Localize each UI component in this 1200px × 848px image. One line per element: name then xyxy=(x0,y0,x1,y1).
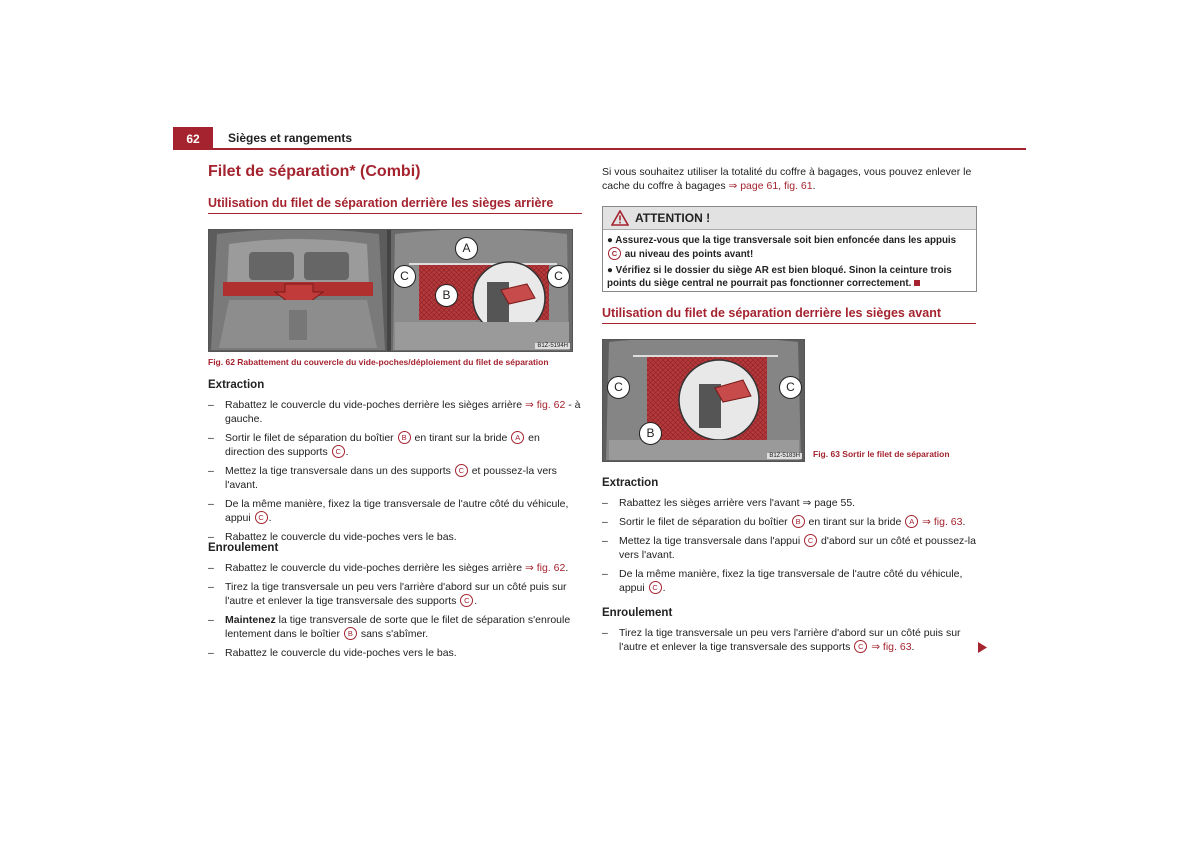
label-a-icon: A xyxy=(511,431,524,444)
list-item: – Rabattez le couvercle du vide-poches derrière les sièges arrière ⇒ fig. 62. xyxy=(208,561,582,575)
fig-link[interactable]: ⇒ fig. 63 xyxy=(871,641,912,653)
list-item: – Rabattez le couvercle du vide-poches derrière les sièges arrière ⇒ fig. 62 - à gauche. xyxy=(208,398,582,426)
header-rule xyxy=(173,148,1026,150)
warning-box xyxy=(602,206,977,292)
callout-c-right: C xyxy=(547,265,570,288)
page-title: Filet de séparation* (Combi) xyxy=(208,163,421,180)
label-c-icon: C xyxy=(608,247,621,260)
figure-code: B1Z-5183H xyxy=(769,453,800,459)
right-enroulement-heading: Enroulement xyxy=(602,607,673,619)
warning-header xyxy=(603,207,976,230)
label-c-icon: C xyxy=(854,640,867,653)
left-enroulement-list xyxy=(208,561,582,665)
list-item: – Rabattez le couvercle du vide-poches vers le bas. xyxy=(208,646,582,660)
list-item: – Tirez la tige transversale un peu vers l'arrière d'abord sur un côté puis sur l'autre et enlever la tige transversale des supports C . xyxy=(208,580,582,608)
label-b-icon: B xyxy=(398,431,411,444)
label-c-icon: C xyxy=(804,534,817,547)
warning-title: ATTENTION ! xyxy=(635,211,711,225)
figure-62-illustration xyxy=(209,230,572,351)
left-subheading: Utilisation du filet de séparation derrière les sièges arrière xyxy=(208,196,582,214)
list-item: – Maintenez la tige transversale de sorte que le filet de séparation s'enroule lentement dans le boîtier B sans s'abîmer. xyxy=(208,613,582,641)
list-item: – Sortir le filet de séparation du boîtier B en tirant sur la bride A en direction des supports C . xyxy=(208,431,582,459)
list-item: – Mettez la tige transversale dans l'appui C d'abord sur un côté et poussez-la vers l'avant. xyxy=(602,534,976,562)
next-page-arrow-icon xyxy=(978,642,987,653)
left-enroulement-heading: Enroulement xyxy=(208,542,279,554)
callout-b: B xyxy=(435,284,458,307)
figure-63-illustration xyxy=(603,340,804,461)
list-item: – Sortir le filet de séparation du boîtier B en tirant sur la bride A ⇒ fig. 63. xyxy=(602,515,976,529)
label-c-icon: C xyxy=(649,581,662,594)
warning-item: ● Vérifiez si le dossier du siège AR est bien bloqué. Sinon la ceinture trois points du siège central ne pourrait pas fonctionner correctement. xyxy=(607,265,952,289)
left-extraction-heading: Extraction xyxy=(208,379,265,391)
label-c-icon: C xyxy=(455,464,468,477)
label-c-icon: C xyxy=(460,594,473,607)
end-square-icon xyxy=(914,280,920,286)
label-b-icon: B xyxy=(792,515,805,528)
figure-62-caption: Fig. 62 Rabattement du couvercle du vide-poches/déploiement du filet de séparation xyxy=(208,357,549,367)
figure-63 xyxy=(602,339,805,462)
figure-63-caption: Fig. 63 Sortir le filet de séparation xyxy=(813,449,950,459)
figure-code: B1Z-5194H xyxy=(537,343,568,349)
callout-c-left: C xyxy=(607,376,630,399)
warning-triangle-icon xyxy=(611,210,629,226)
figure-62 xyxy=(208,229,573,352)
label-c-icon: C xyxy=(332,445,345,458)
fig-link[interactable]: ⇒ fig. 62 xyxy=(524,562,566,574)
right-extraction-list xyxy=(602,496,976,600)
callout-c-left: C xyxy=(393,265,416,288)
callout-b: B xyxy=(639,422,662,445)
list-item: – Rabattez le couvercle du vide-poches vers le bas. xyxy=(208,530,582,544)
label-c-icon: C xyxy=(255,511,268,524)
warning-item: ● Assurez-vous que la tige transversale soit bien enfoncée dans les appuis C au niveau des points avant! xyxy=(607,235,957,260)
fig-link[interactable]: ⇒ fig. 62 xyxy=(524,399,566,411)
right-extraction-heading: Extraction xyxy=(602,477,659,489)
page-number: 62 xyxy=(173,127,213,149)
list-item: – De la même manière, fixez la tige transversale de l'autre côté du véhicule, appui C . xyxy=(602,567,976,595)
right-subheading: Utilisation du filet de séparation derrière les sièges avant xyxy=(602,306,976,324)
label-b-icon: B xyxy=(344,627,357,640)
right-intro: Si vous souhaitez utiliser la totalité du coffre à bagages, vous pouvez enlever le cache du coffre à bagages ⇒ page 61, fig. 61. xyxy=(602,166,972,192)
list-item: – Rabattez les sièges arrière vers l'avant ⇒ page 55. xyxy=(602,496,976,510)
left-extraction-list xyxy=(208,398,582,549)
list-item: – Mettez la tige transversale dans un des supports C et poussez-la vers l'avant. xyxy=(208,464,582,492)
fig-link[interactable]: ⇒ fig. 63 xyxy=(922,516,963,528)
page-link[interactable]: ⇒ page 61, fig. 61 xyxy=(728,180,813,192)
callout-c-right: C xyxy=(779,376,802,399)
label-a-icon: A xyxy=(905,515,918,528)
right-enroulement-list xyxy=(602,626,976,659)
callout-a: A xyxy=(455,237,478,260)
section-title: Sièges et rangements xyxy=(228,131,353,145)
list-item: – Tirez la tige transversale un peu vers l'arrière d'abord sur un côté puis sur l'autre et enlever la tige transversale des supports C ⇒ fig. 63. xyxy=(602,626,976,654)
list-item: – De la même manière, fixez la tige transversale de l'autre côté du véhicule, appui C . xyxy=(208,497,582,525)
